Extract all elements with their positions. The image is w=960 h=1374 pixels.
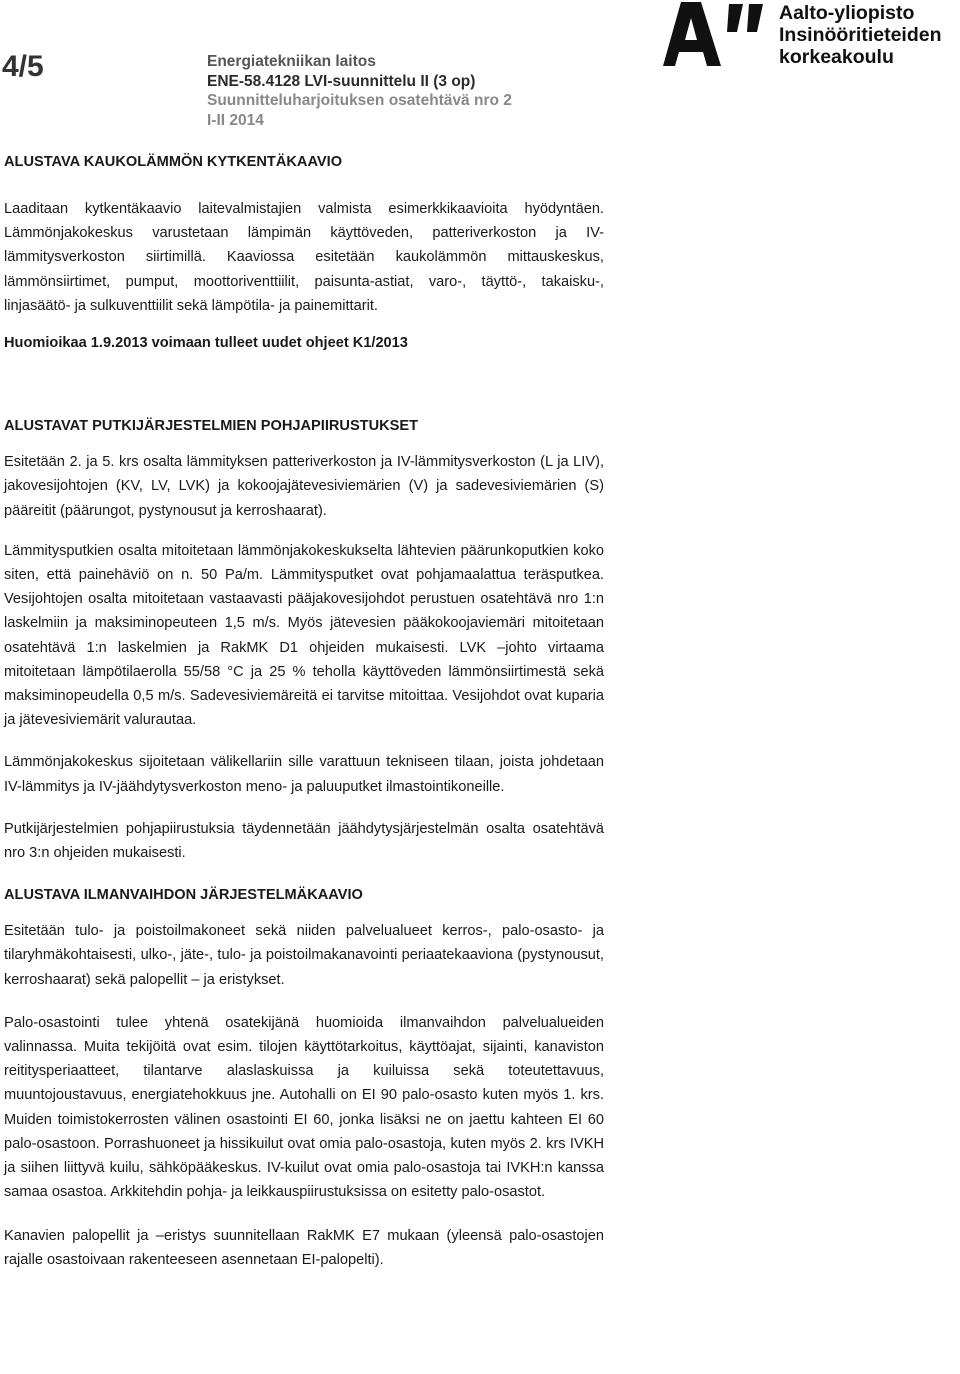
logo-line-3: korkeakoulu (779, 46, 894, 68)
paragraph: Lämmönjakokeskus sijoitetaan välikellariin sille varattuun tekniseen tilaan, joista johdetaan IV-lämmitys ja IV-jäähdytysverkoston meno- ja paluuputket ilmastointikoneille. (4, 754, 604, 795)
aalto-a-mark-icon (663, 2, 767, 68)
section-heading-kaukolampo: ALUSTAVA KAUKOLÄMMÖN KYTKENTÄKAAVIO (4, 154, 343, 170)
section-heading-ilmanvaihto: ALUSTAVA ILMANVAIHDON JÄRJESTELMÄKAAVIO (4, 887, 363, 904)
period: I-II 2014 (207, 111, 264, 129)
page-number: 4/5 (2, 50, 44, 83)
section-heading-putki: ALUSTAVAT PUTKIJÄRJESTELMIEN POHJAPIIRUSTUKSET (4, 418, 419, 435)
paragraph: Laaditaan kytkentäkaavio laitevalmistajien valmista esimerkkikaavioita hyödyntäen. Lämmönjakokeskus varustetaan lämpimän käyttöveden, patteriverkoston ja IV-lämmitysverkoston siirtimillä. Kaaviossa esitetään kaukolämmön mittauskeskus, lämmönsiirtimet, pumput, moottoriventtiilit, paisunta-astiat, varo-, täyttö-, takaisku-, linjasäätö- ja sulkuventtiilit sekä lämpötila- ja painemittarit. (4, 201, 604, 314)
course-code: ENE-58.4128 LVI-suunnittelu II (3 op) (207, 72, 476, 90)
paragraph: Lämmitysputkien osalta mitoitetaan lämmönjakokeskukselta lähtevien päärunkoputkien koko siten, että painehäviö on n. 50 Pa/m. Lämmitysputket ovat pohjamaalattua teräsputkea. Vesijohtojen osalta mitoitetaan vastaavasti pääjakovesijohdot perustuen osatehtävä nro 1:n laskelmiin ja maksiminopeuteen 1,5 m/s. Myös jätevesien pääkokoojaviemäri mitoitetaan osatehtävä 1:n laskelmien ja RakMK D1 ohjeiden mukaisesti. LVK –johto virtaama mitoitetaan lämpötilaerolla 55/58 °C ja 25 % teholla käyttöveden lämmönsiirtimestä sekä maksiminopeudella 0,5 m/s. Sadevesiviemäreitä ei tarvitse mitoittaa. Vesijohdot ovat kuparia ja jätevesiviemärit valurautaa. (4, 542, 604, 729)
paragraph: Kanavien palopellit ja –eristys suunnitellaan RakMK E7 mukaan (yleensä palo-osastojen rajalle osastoivaan rakenteeseen asennetaan EI-palopelti). (4, 1227, 604, 1268)
paragraph: Esitetään 2. ja 5. krs osalta lämmityksen patteriverkoston ja IV-lämmitysverkoston (L ja LIV), jakovesijohtojen (KV, LV, LVK) ja kokoojajätevesiviemärien (V) ja sadevesiviemärien (S) pääreitit (päärungot, pystynousut ja kerroshaarat). (4, 454, 604, 519)
logo-line-2: Insinööritieteiden (779, 24, 942, 46)
aalto-logo (663, 2, 960, 68)
department-name: Energiatekniikan laitos (207, 53, 376, 70)
paragraph: Esitetään tulo- ja poistoilmakoneet sekä niiden palvelualueet kerros-, palo-osasto- ja tilaryhmäkohtaisesti, ulko-, jäte-, tulo- ja poistoilmakanavointi periaatekaaviona (pystynousut, kerroshaarat) sekä palopellit – ja eristykset. (4, 923, 604, 988)
note: Huomioikaa 1.9.2013 voimaan tulleet uudet ohjeet K1/2013 (4, 335, 408, 352)
logo-line-1: Aalto-yliopisto (779, 2, 915, 24)
logo-wordmark (779, 2, 942, 68)
paragraph: Palo-osastointi tulee yhtenä osatekijänä huomioida ilmanvaihdon palvelualueiden valinnassa. Muita tekijöitä ovat esim. tilojen käyttötarkoitus, käyttöajat, sijainti, kanaviston reititysperiaatteet, tilantarve alaslaskuissa ja kuiluissa sekä toteutettavuus, muuntojoustavuus, energiatehokkuus jne. Autohalli on EI 90 palo-osasto kuten myös 1. krs. Muiden toimistokerrosten välinen osastointi EI 60, jonka lisäksi ne on jaettu kahteen EI 60 palo-osastoon. Porrashuoneet ja hissikuilut ovat omia palo-osastoja, kuten myös 2. krs IVKH ja siihen liittyvä kuilu, sähköpääkeskus. IV-kuilut ovat omia palo-osastoja tai IVKH:n kanssa samaa osastoa. Arkkitehdin pohja- ja leikkauspiirustuksissa on esitetty palo-osastot. (4, 1014, 604, 1201)
paragraph: Putkijärjestelmien pohjapiirustuksia täydennetään jäähdytysjärjestelmän osalta osatehtävä nro 3:n ohjeiden mukaisesti. (4, 820, 604, 862)
assignment-subtitle: Suunnitteluharjoituksen osatehtävä nro 2 (207, 92, 512, 109)
document-header (207, 52, 512, 130)
document-body (4, 150, 604, 1272)
